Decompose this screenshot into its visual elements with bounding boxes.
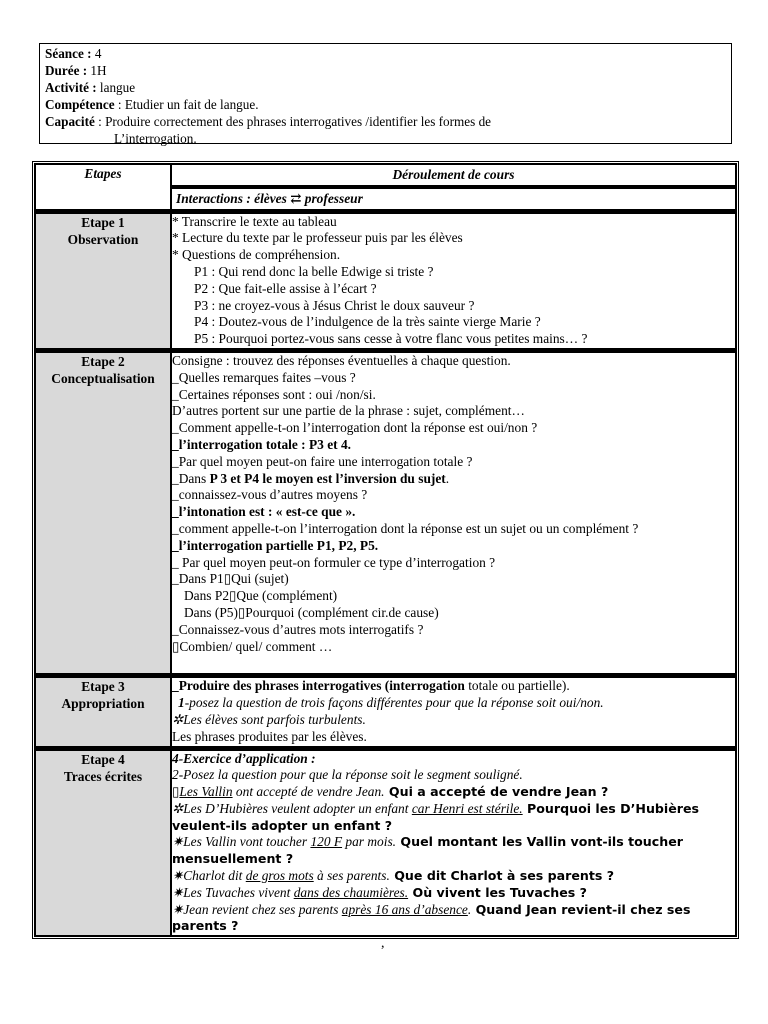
capacite-line: Capacité : Produire correctement des phrases interrogatives /identifier les formes de [45, 114, 492, 129]
question-item: P2 : Que fait-elle assise à l’écart ? [194, 280, 377, 296]
interactions-title: Interactions : élèves ⇄ professeur [172, 186, 735, 209]
etape4-content: 4-Exercice d’application : 2-Posez la question pour que la réponse soit le segment souligné. ▯Les Vallin ont accepté de vendre Jean. Qui a accepté de vendre Jean ? ✲Les D’Hubières veulent adopter un enfant car Henri est stérile. Pourquoi les D’Hubières veulent-ils adopter un enfant ? ✷Les Vallin vont toucher 120 F par mois. Quel montant les Vallin vont-ils toucher mensuellement ? ✷Charlot dit de gros mots à ses parents. Que dit Charlot à ses parents ? ✷Les Tuvaches vivent dans des chaumières. Où vivent les Tuvaches ? ✷Jean revient chez ses parents après 16 ans d’absence. Quand Jean revient-il chez ses parents ? [171, 747, 736, 937]
exercise-item: ✷Charlot dit de gros mots à ses parents. Que dit Charlot à ses parents ? [172, 868, 615, 884]
question-item: P5 : Pourquoi portez-vous sans cesse à votre flanc vous petites mains… ? [194, 331, 588, 347]
etape1-content [171, 210, 736, 349]
etape3-content: _Produire des phrases interrogatives (interrogation totale ou partielle). 1-posez la question de trois façons différentes pour que la réponse soit oui/non. ✲Les élèves sont parfois turbulents. Les phrases produites par les élèves. [171, 674, 736, 746]
etape1-label: Etape 1 Observation [35, 210, 171, 349]
deroulement-title: Déroulement de cours [172, 165, 735, 186]
duree-line: Durée : 1H [45, 63, 107, 78]
list-item: * Questions de compréhension. [172, 247, 341, 263]
lesson-info-box [39, 43, 732, 144]
exercise-item: ✷Jean revient chez ses parents après 16 ans d’absence. Quand Jean revient-il chez ses parents ? [172, 901, 691, 934]
question-item: P3 : ne croyez-vous à Jésus Christ le doux sauveur ? [194, 297, 475, 313]
header-row [35, 164, 736, 210]
etape3-row [35, 674, 736, 746]
deroulement-header [171, 164, 736, 210]
competence-line: Compétence : Etudier un fait de langue. [45, 97, 259, 112]
list-item: * Lecture du texte par le professeur puis par les élèves [172, 230, 463, 246]
etape2-row [35, 349, 736, 674]
etapes-header: Etapes [35, 164, 171, 210]
page-footer-mark: , [381, 936, 385, 951]
etape2-content: Consigne : trouvez des réponses éventuelles à chaque question. _Quelles remarques faites –vous ? _Certaines réponses sont : oui /non/si. D’autres portent sur une partie de la phrase : sujet, complément… _Comment appelle-t-on l’interrogation dont la réponse est oui/non ? _l’interrogation totale : P3 et 4. _Par quel moyen peut-on faire une interrogation totale ? _Dans P 3 et P4 le moyen est l’inversion du sujet. _connaissez-vous d’autres moyens ? _l’intonation est : « est-ce que ». _comment appelle-t-on l’interrogation dont la réponse est un sujet ou un complément ? _l’interrogation partielle P1, P2, P5. _ Par quel moyen peut-on formuler ce type d’interrogation ? _Dans P1▯Qui (sujet) Dans P2▯Que (complément) Dans (P5)▯Pourquoi (complément cir.de cause) _Connaissez-vous d’autres mots interrogatifs ? ▯Combien/ quel/ comment … [171, 349, 736, 674]
seance-line: Séance : 4 [45, 46, 102, 61]
etape3-label: Etape 3 Appropriation [35, 674, 171, 746]
etape1-row [35, 210, 736, 349]
activite-line: Activité : langue [45, 80, 136, 95]
exercise-item: ✲Les D’Hubières veulent adopter un enfant car Henri est stérile. Pourquoi les D’Hubières veulent-ils adopter un enfant ? [172, 800, 700, 833]
etape2-label: Etape 2 Conceptualisation [35, 349, 171, 674]
question-item: P4 : Doutez-vous de l’indulgence de la très sainte vierge Marie ? [194, 314, 541, 330]
exercise-item: ▯Les Vallin ont accepté de vendre Jean. Qui a accepté de vendre Jean ? [172, 784, 609, 800]
exercise-item: ✷Les Vallin vont toucher 120 F par mois. Quel montant les Vallin vont-ils toucher mensuellement ? [172, 834, 683, 867]
exchange-arrows-icon: ⇄ [290, 190, 302, 206]
exercise-item: ✷Les Tuvaches vivent dans des chaumières. Où vivent les Tuvaches ? [172, 884, 587, 900]
etape4-row [35, 747, 736, 937]
question-item: P1 : Qui rend donc la belle Edwige si triste ? [194, 263, 434, 279]
list-item: * Transcrire le texte au tableau [172, 213, 337, 229]
etape4-label: Etape 4 Traces écrites [35, 747, 171, 937]
capacite-line-2: L’interrogation. [114, 131, 197, 146]
lesson-table [34, 163, 737, 937]
